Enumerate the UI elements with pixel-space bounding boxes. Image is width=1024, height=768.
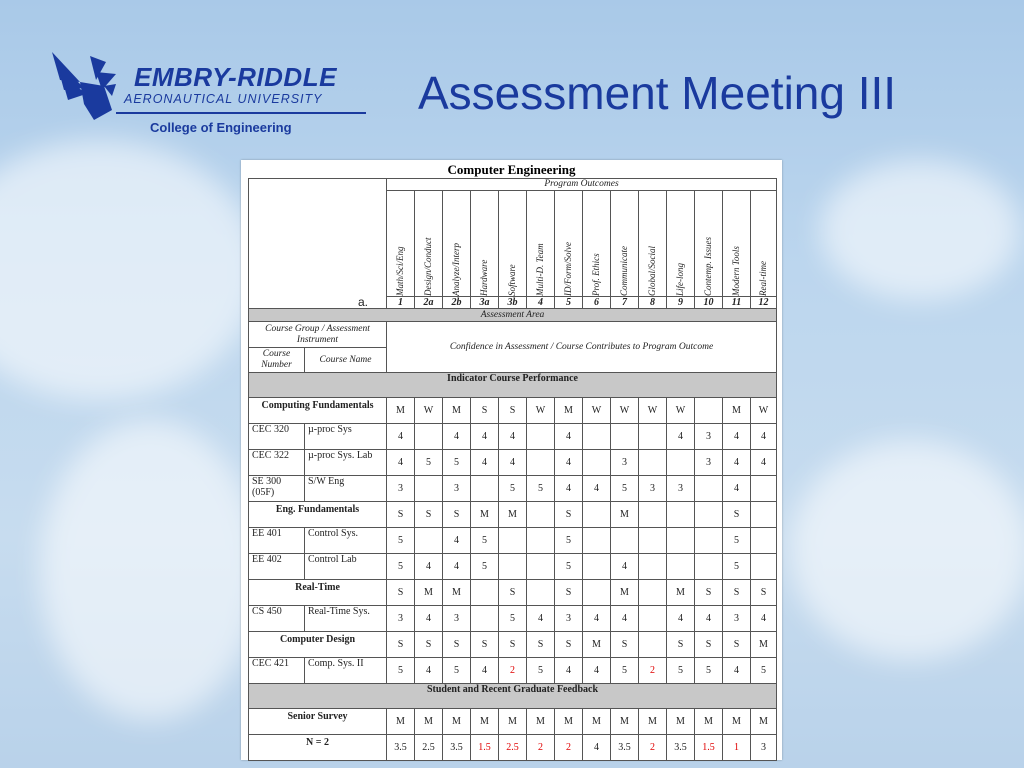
value-cell: 2: [527, 735, 555, 761]
table-row: [249, 309, 777, 322]
course-number: CS 450: [249, 606, 305, 632]
value-cell: 4: [667, 424, 695, 450]
value-cell: 3: [639, 476, 667, 502]
value-cell: [751, 502, 777, 528]
value-cell: S: [471, 632, 499, 658]
value-cell: 5: [527, 658, 555, 684]
value-cell: 4: [723, 424, 751, 450]
value-cell: S: [723, 632, 751, 658]
value-cell: 5: [387, 658, 415, 684]
value-cell: 5: [611, 476, 639, 502]
value-cell: 3: [611, 450, 639, 476]
outcome-number: 3b: [499, 297, 527, 309]
value-cell: 3.5: [443, 735, 471, 761]
value-cell: 5: [751, 658, 777, 684]
value-cell: 5: [695, 658, 723, 684]
value-cell: S: [499, 580, 527, 606]
outcome-header: [751, 191, 777, 297]
table-row: [249, 528, 777, 554]
value-cell: M: [667, 580, 695, 606]
value-cell: 4: [583, 606, 611, 632]
value-cell: 3.5: [387, 735, 415, 761]
group-label: Computer Design: [249, 632, 387, 658]
value-cell: 3: [667, 476, 695, 502]
outcome-header: [499, 191, 527, 297]
value-cell: [527, 580, 555, 606]
course-number: CEC 421: [249, 658, 305, 684]
value-cell: 4: [723, 476, 751, 502]
outcome-header: [443, 191, 471, 297]
value-cell: [527, 502, 555, 528]
outcome-number: 9: [667, 297, 695, 309]
value-cell: S: [611, 632, 639, 658]
table-row: [249, 554, 777, 580]
value-cell: 4: [443, 424, 471, 450]
outcome-header: [555, 191, 583, 297]
value-cell: [415, 528, 443, 554]
outcome-header: [387, 191, 415, 297]
value-cell: [695, 528, 723, 554]
outcome-number: 4: [527, 297, 555, 309]
outcome-label: Software: [507, 264, 517, 296]
outcome-number: 2a: [415, 297, 443, 309]
value-cell: 5: [387, 528, 415, 554]
value-cell: M: [527, 709, 555, 735]
value-cell: 3: [695, 424, 723, 450]
value-cell: 3.5: [611, 735, 639, 761]
value-cell: 3: [443, 606, 471, 632]
outcome-number: 11: [723, 297, 751, 309]
value-cell: 5: [611, 658, 639, 684]
eagle-logo-icon: [50, 50, 120, 122]
outcome-number: 2b: [443, 297, 471, 309]
value-cell: 4: [555, 658, 583, 684]
value-cell: M: [499, 709, 527, 735]
value-cell: [527, 528, 555, 554]
value-cell: [639, 606, 667, 632]
value-cell: M: [611, 580, 639, 606]
value-cell: S: [667, 632, 695, 658]
assessment-document: [241, 160, 782, 760]
value-cell: [415, 424, 443, 450]
value-cell: 3: [751, 735, 777, 761]
value-cell: 3: [443, 476, 471, 502]
value-cell: 4: [751, 424, 777, 450]
course-number: SE 300 (05F): [249, 476, 305, 502]
outcome-number: 8: [639, 297, 667, 309]
value-cell: 4: [443, 528, 471, 554]
value-cell: S: [695, 632, 723, 658]
outcome-header: [667, 191, 695, 297]
value-cell: M: [415, 709, 443, 735]
group-label: Senior Survey: [249, 709, 387, 735]
value-cell: [751, 554, 777, 580]
value-cell: 2: [499, 658, 527, 684]
value-cell: 4: [583, 735, 611, 761]
confidence-header: Confidence in Assessment / Course Contributes to Program Outcome: [387, 322, 777, 373]
outcome-label: Analyze/Interp: [451, 243, 461, 296]
value-cell: 4: [751, 606, 777, 632]
value-cell: S: [751, 580, 777, 606]
value-cell: 2: [639, 735, 667, 761]
value-cell: S: [555, 632, 583, 658]
value-cell: M: [415, 580, 443, 606]
value-cell: [695, 554, 723, 580]
outcome-label: Global/Social: [647, 246, 657, 296]
outcome-label: Prof. Ethics: [591, 253, 601, 296]
outcome-number: 3a: [471, 297, 499, 309]
value-cell: S: [695, 580, 723, 606]
value-cell: 4: [415, 606, 443, 632]
group-label: Eng. Fundamentals: [249, 502, 387, 528]
a-label: a.: [357, 295, 368, 309]
value-cell: [695, 398, 723, 424]
value-cell: S: [471, 398, 499, 424]
value-cell: 3: [723, 606, 751, 632]
course-number: CEC 322: [249, 450, 305, 476]
outcome-number: 5: [555, 297, 583, 309]
value-cell: 4: [723, 658, 751, 684]
value-cell: 4: [583, 658, 611, 684]
table-row: [249, 735, 777, 761]
table-row: [249, 398, 777, 424]
value-cell: [527, 554, 555, 580]
value-cell: [639, 528, 667, 554]
value-cell: 4: [583, 476, 611, 502]
value-cell: [471, 476, 499, 502]
table-row: [249, 450, 777, 476]
value-cell: [471, 606, 499, 632]
value-cell: M: [611, 709, 639, 735]
value-cell: M: [387, 398, 415, 424]
table-row: [249, 658, 777, 684]
value-cell: 4: [415, 658, 443, 684]
value-cell: M: [443, 709, 471, 735]
indicator-section-band: Indicator Course Performance: [249, 373, 777, 398]
table-row: [249, 424, 777, 450]
outcome-number: 7: [611, 297, 639, 309]
value-cell: [751, 476, 777, 502]
value-cell: W: [415, 398, 443, 424]
outcome-label: Hardware: [479, 259, 489, 296]
slide-title: Assessment Meeting III: [418, 67, 897, 119]
table-row: [249, 373, 777, 398]
value-cell: 4: [555, 424, 583, 450]
course-number: EE 401: [249, 528, 305, 554]
assessment-table: [248, 178, 777, 761]
value-cell: 1.5: [471, 735, 499, 761]
value-cell: [583, 450, 611, 476]
value-cell: M: [667, 709, 695, 735]
course-name: Control Sys.: [305, 528, 387, 554]
value-cell: M: [555, 709, 583, 735]
cloud: [40, 420, 260, 720]
value-cell: [583, 528, 611, 554]
table-row: [249, 502, 777, 528]
value-cell: [527, 450, 555, 476]
value-cell: 2.5: [415, 735, 443, 761]
outcome-label: Life-long: [675, 263, 685, 296]
value-cell: 5: [723, 528, 751, 554]
logo-name: EMBRY-RIDDLE: [134, 62, 337, 92]
value-cell: [583, 502, 611, 528]
outcome-label: Modern Tools: [731, 246, 741, 296]
course-number: CEC 320: [249, 424, 305, 450]
value-cell: 5: [499, 476, 527, 502]
value-cell: 2: [555, 735, 583, 761]
value-cell: 5: [555, 528, 583, 554]
value-cell: W: [667, 398, 695, 424]
value-cell: M: [499, 502, 527, 528]
assessment-area-band: Assessment Area: [249, 309, 777, 322]
value-cell: [639, 424, 667, 450]
document-title: Computer Engineering: [447, 162, 576, 177]
value-cell: M: [387, 709, 415, 735]
value-cell: 5: [667, 658, 695, 684]
value-cell: M: [471, 502, 499, 528]
value-cell: 4: [415, 554, 443, 580]
outcome-header: [471, 191, 499, 297]
value-cell: M: [611, 502, 639, 528]
value-cell: M: [723, 709, 751, 735]
value-cell: 4: [611, 606, 639, 632]
value-cell: 4: [471, 658, 499, 684]
cloud: [820, 160, 1020, 300]
logo-subtitle: AERONAUTICAL UNIVERSITY: [124, 92, 323, 106]
outcome-number: 12: [751, 297, 777, 309]
value-cell: 4: [471, 450, 499, 476]
outcome-header: [639, 191, 667, 297]
value-cell: 5: [443, 658, 471, 684]
value-cell: S: [443, 502, 471, 528]
university-logo: [50, 50, 380, 140]
value-cell: 1.5: [695, 735, 723, 761]
value-cell: 4: [751, 450, 777, 476]
value-cell: 4: [667, 606, 695, 632]
value-cell: [695, 502, 723, 528]
value-cell: S: [387, 502, 415, 528]
course-name: S/W Eng: [305, 476, 387, 502]
outcome-header: [723, 191, 751, 297]
value-cell: 5: [415, 450, 443, 476]
course-name: Real-Time Sys.: [305, 606, 387, 632]
logo-college: College of Engineering: [150, 120, 292, 135]
course-name: µ-proc Sys: [305, 424, 387, 450]
value-cell: [583, 424, 611, 450]
value-cell: S: [499, 632, 527, 658]
group-label: Real-Time: [249, 580, 387, 606]
course-number-header: Course Number: [249, 348, 305, 373]
value-cell: [611, 424, 639, 450]
value-cell: M: [751, 709, 777, 735]
value-cell: S: [723, 502, 751, 528]
table-row: [249, 632, 777, 658]
value-cell: [611, 528, 639, 554]
cloud: [790, 440, 1024, 660]
table-row: [249, 606, 777, 632]
value-cell: [415, 476, 443, 502]
value-cell: M: [583, 709, 611, 735]
value-cell: M: [471, 709, 499, 735]
value-cell: 2: [639, 658, 667, 684]
value-cell: 4: [387, 424, 415, 450]
value-cell: W: [611, 398, 639, 424]
value-cell: 4: [387, 450, 415, 476]
value-cell: 1: [723, 735, 751, 761]
value-cell: 5: [555, 554, 583, 580]
value-cell: 5: [387, 554, 415, 580]
outcome-label: Communicate: [619, 246, 629, 296]
value-cell: M: [443, 398, 471, 424]
value-cell: [639, 632, 667, 658]
table-row: [249, 709, 777, 735]
outcome-label: Real-time: [758, 261, 768, 296]
value-cell: 5: [471, 528, 499, 554]
value-cell: W: [751, 398, 777, 424]
outcome-number: 10: [695, 297, 723, 309]
header-corner-cell: [249, 179, 387, 309]
table-row: [249, 476, 777, 502]
table-row: [249, 580, 777, 606]
value-cell: 2.5: [499, 735, 527, 761]
table-row: [249, 179, 777, 191]
outcome-label: Math/Sci/Eng: [395, 246, 405, 296]
value-cell: 5: [499, 606, 527, 632]
value-cell: [499, 528, 527, 554]
course-name-header: Course Name: [305, 348, 387, 373]
course-name: Control Lab: [305, 554, 387, 580]
outcome-header: [415, 191, 443, 297]
value-cell: M: [443, 580, 471, 606]
value-cell: M: [751, 632, 777, 658]
group-label: Computing Fundamentals: [249, 398, 387, 424]
value-cell: [667, 502, 695, 528]
value-cell: 3: [695, 450, 723, 476]
value-cell: 4: [611, 554, 639, 580]
value-cell: [639, 554, 667, 580]
value-cell: W: [639, 398, 667, 424]
value-cell: 4: [723, 450, 751, 476]
value-cell: S: [723, 580, 751, 606]
outcome-label: Contemp. Issues: [703, 237, 713, 296]
value-cell: M: [723, 398, 751, 424]
value-cell: 5: [471, 554, 499, 580]
value-cell: 4: [499, 424, 527, 450]
value-cell: [527, 424, 555, 450]
value-cell: S: [527, 632, 555, 658]
value-cell: 4: [555, 476, 583, 502]
value-cell: 3: [387, 476, 415, 502]
value-cell: S: [387, 632, 415, 658]
outcome-label: ID/Form/Solve: [563, 242, 573, 296]
value-cell: [639, 580, 667, 606]
course-name: µ-proc Sys. Lab: [305, 450, 387, 476]
outcome-number: 6: [583, 297, 611, 309]
value-cell: 5: [723, 554, 751, 580]
value-cell: S: [555, 502, 583, 528]
value-cell: S: [499, 398, 527, 424]
value-cell: W: [527, 398, 555, 424]
course-group-header: Course Group / Assessment Instrument: [249, 322, 387, 348]
value-cell: [499, 554, 527, 580]
course-name: Comp. Sys. II: [305, 658, 387, 684]
value-cell: 4: [443, 554, 471, 580]
outcome-header: [611, 191, 639, 297]
feedback-section-band: Student and Recent Graduate Feedback: [249, 684, 777, 709]
value-cell: S: [443, 632, 471, 658]
value-cell: [471, 580, 499, 606]
value-cell: [639, 450, 667, 476]
value-cell: [751, 528, 777, 554]
value-cell: 4: [499, 450, 527, 476]
value-cell: S: [555, 580, 583, 606]
logo-rule: [116, 112, 366, 114]
value-cell: [583, 580, 611, 606]
value-cell: [667, 554, 695, 580]
value-cell: 3.5: [667, 735, 695, 761]
outcome-header: [583, 191, 611, 297]
value-cell: S: [415, 632, 443, 658]
value-cell: 4: [695, 606, 723, 632]
value-cell: S: [387, 580, 415, 606]
value-cell: M: [583, 632, 611, 658]
value-cell: W: [583, 398, 611, 424]
program-outcomes-header: Program Outcomes: [387, 179, 777, 191]
value-cell: 4: [527, 606, 555, 632]
value-cell: M: [695, 709, 723, 735]
outcome-number: 1: [387, 297, 415, 309]
value-cell: [583, 554, 611, 580]
value-cell: 4: [471, 424, 499, 450]
outcome-label: Multi-D. Team: [535, 243, 545, 296]
table-row: [249, 684, 777, 709]
outcome-header: [527, 191, 555, 297]
value-cell: [695, 476, 723, 502]
course-number: EE 402: [249, 554, 305, 580]
group-label: N = 2: [249, 735, 387, 761]
value-cell: [667, 528, 695, 554]
value-cell: 3: [555, 606, 583, 632]
value-cell: 3: [387, 606, 415, 632]
outcome-label: Design/Conduct: [423, 237, 433, 296]
outcome-header: [695, 191, 723, 297]
value-cell: 5: [527, 476, 555, 502]
value-cell: [667, 450, 695, 476]
value-cell: S: [415, 502, 443, 528]
cloud: [0, 140, 260, 400]
value-cell: 4: [555, 450, 583, 476]
value-cell: M: [555, 398, 583, 424]
value-cell: M: [639, 709, 667, 735]
value-cell: 5: [443, 450, 471, 476]
table-row: [249, 322, 777, 348]
value-cell: [639, 502, 667, 528]
